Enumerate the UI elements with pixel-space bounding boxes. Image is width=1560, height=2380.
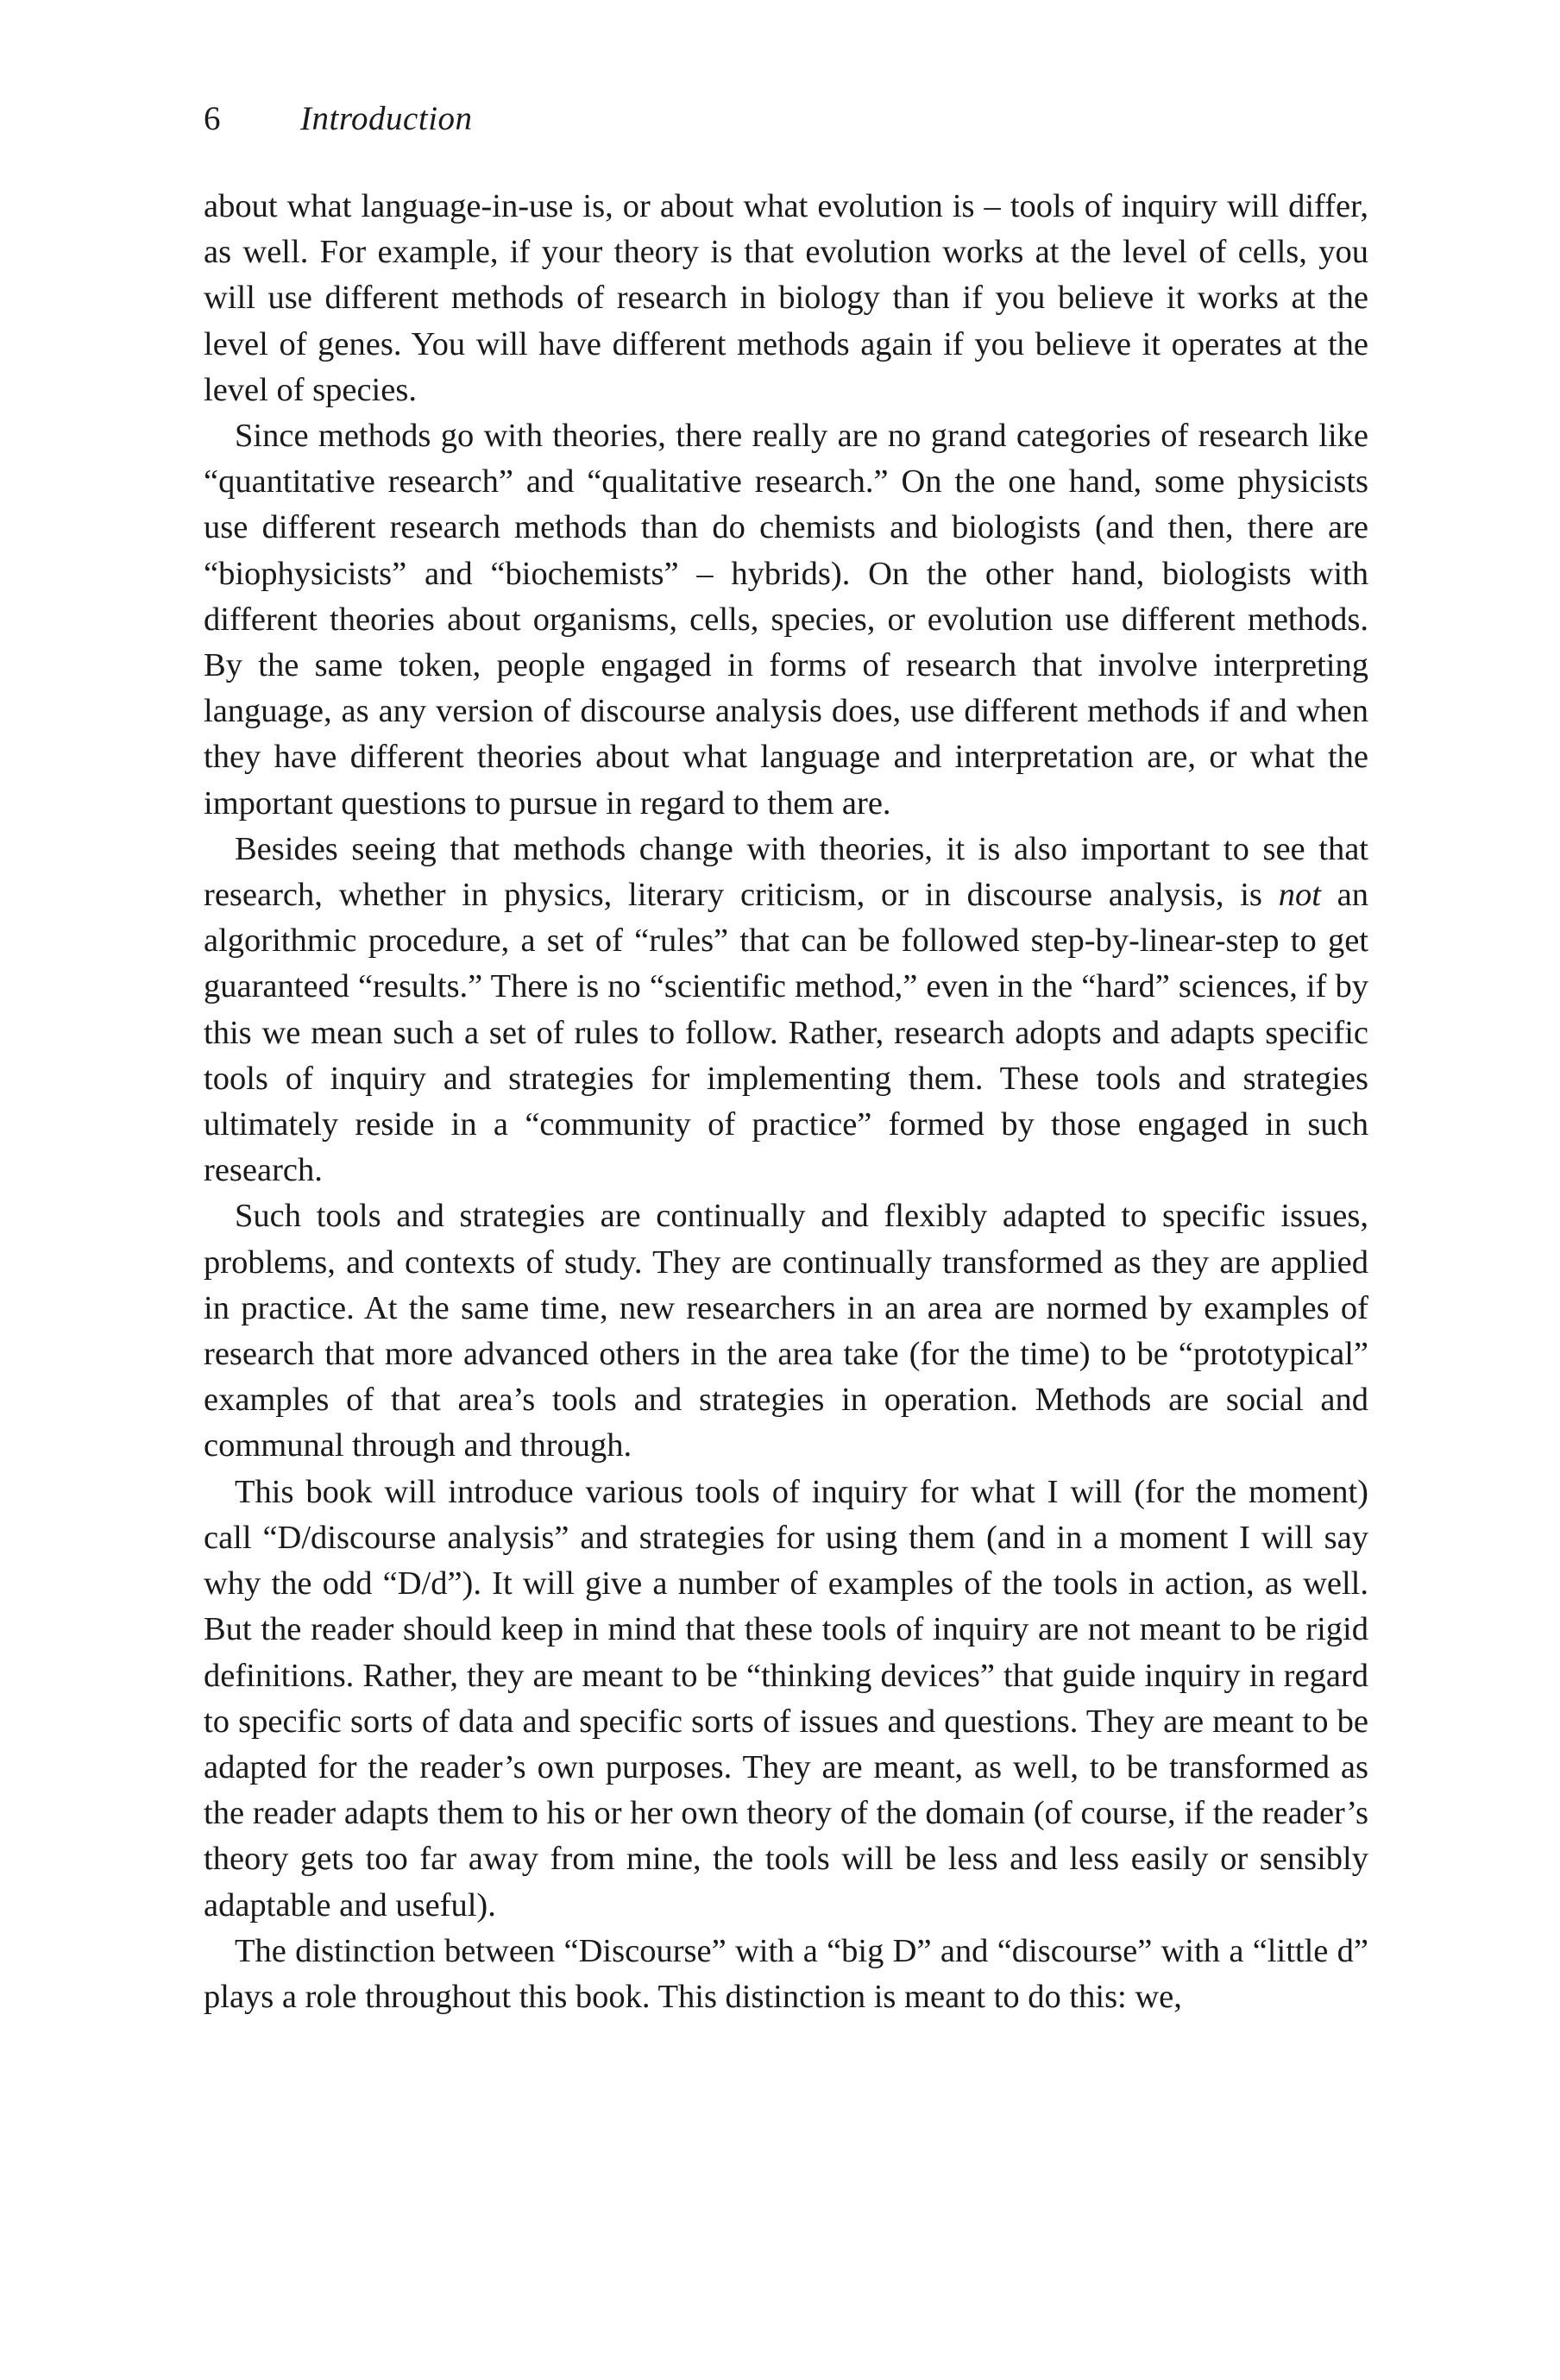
paragraph-text: an algorithmic procedure, a set of “rules” that can be followed step-by-linear-step to get guaranteed “results.” There is no “scientific method,” even in the “hard” sciences, if by this we mean such a set of rules to follow. Rather, research adopts and adapts specific tools of inquiry and strategies for implementing them. These tools and strategies ultimately reside in a “community of practice” formed by those engaged in such research. (204, 877, 1369, 1189)
paragraph: This book will introduce various tools of inquiry for what I will (for the moment) call “D/discourse analysis” and strategies for using them (and in a moment I will say why the odd “D/d”). It will give a number of examples of the tools in action, as well. But the reader should keep in mind that these tools of inquiry are not meant to be rigid definitions. Rather, they are meant to be “thinking devices” that guide inquiry in regard to specific sorts of data and specific sorts of issues and questions. They are meant to be adapted for the reader’s own purposes. They are meant, as well, to be transformed as the reader adapts them to his or her own theory of the domain (of course, if the reader’s theory gets too far away from mine, the tools will be less and less easily or sensibly adaptable and useful). (204, 1473, 1368, 1924)
running-head (204, 102, 473, 135)
body-text (204, 184, 1368, 2020)
emphasis-text: not (1278, 877, 1321, 914)
paragraph-text: Besides seeing that methods change with theories, it is also important to see that research, whether in physics, literary criticism, or in discourse analysis, is (204, 830, 1368, 914)
paragraph-continued: about what language-in-use is, or about what evolution is – tools of inquiry will differ, as well. For example, if your theory is that evolution works at the level of cells, you will use different methods of research in biology than if you believe it works at the level of genes. You will have different methods again if you believe it operates at the level of species. (204, 188, 1368, 408)
paragraph: The distinction between “Discourse” with a “big D” and “discourse” with a “little d” plays a role throughout this book. This distinction is meant to do this: we, (204, 1932, 1368, 2015)
page-number: 6 (204, 100, 221, 137)
paragraph: Since methods go with theories, there really are no grand categories of research like “quantitative research” and “qualitative research.” On the one hand, some physicists use different research methods than do chemists and biologists (and then, there are “biophysicists” and “biochemists” – hybrids). On the other hand, biologists with different theories about organisms, cells, species, or evolution use different methods. By the same token, people engaged in forms of research that involve interpreting language, as any version of discourse analysis does, use different methods if and when they have different theories about what language and interpretation are, or what the important questions to pursue in regard to them are. (204, 418, 1368, 822)
chapter-title: Introduction (300, 100, 473, 137)
paragraph: Such tools and strategies are continually and flexibly adapted to specific issues, problems, and contexts of study. They are continually transformed as they are applied in practice. At the same time, new researchers in an area are normed by examples of research that more advanced others in the area take (for the time) to be “prototypical” examples of that area’s tools and strategies in operation. Methods are social and communal through and through. (204, 1198, 1368, 1464)
paragraph (204, 827, 1368, 1194)
